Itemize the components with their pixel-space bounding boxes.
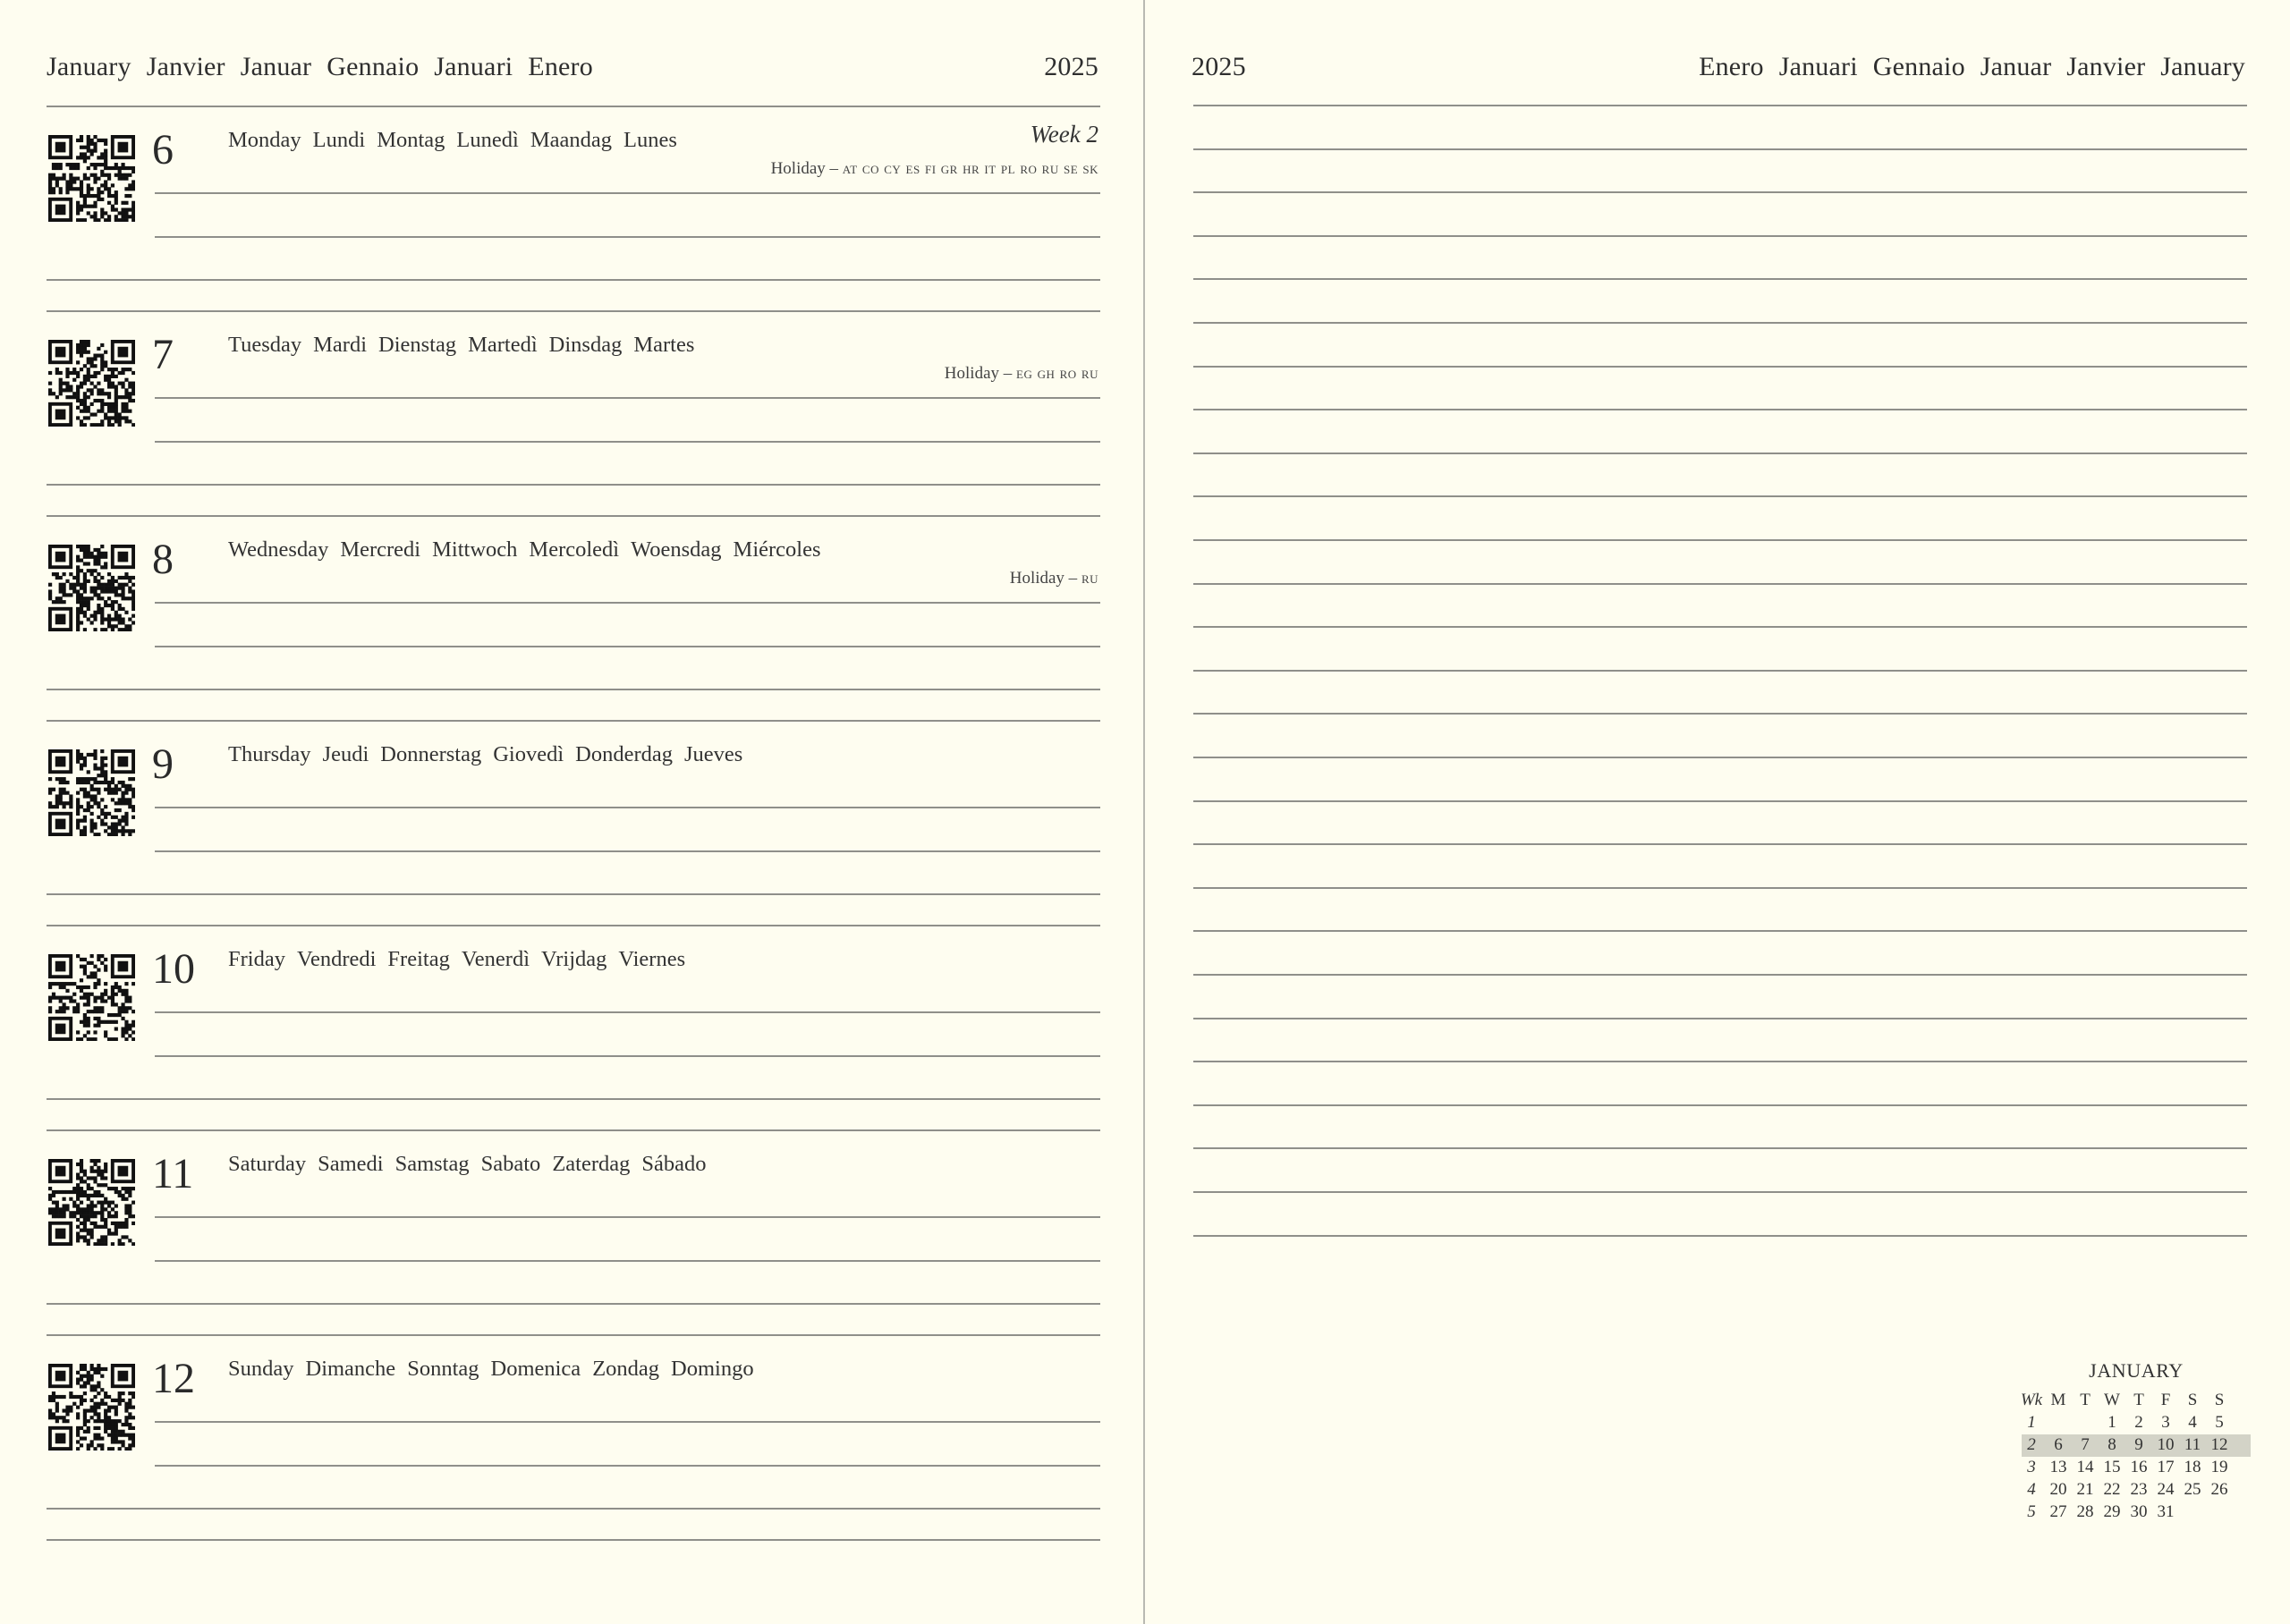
weekday-name: Zaterdag (552, 1152, 631, 1176)
weekday-name: Mardi (313, 333, 368, 357)
ruled-line (1193, 800, 2247, 802)
mini-day: 19 (2210, 1458, 2228, 1476)
mini-day: M (2050, 1391, 2066, 1409)
left-year: 2025 (1044, 52, 1098, 81)
qr-code[interactable] (48, 749, 135, 836)
mini-day: 9 (2134, 1435, 2143, 1454)
ruled-line (1193, 235, 2247, 237)
day-number: 11 (152, 1150, 194, 1197)
mini-day: 27 (2049, 1502, 2067, 1521)
mini-week-number: Wk (2020, 1391, 2043, 1409)
weekday-name: Lunedì (456, 128, 519, 152)
mini-week-number: 1 (2027, 1413, 2036, 1432)
weekday-name: Giovedì (493, 742, 564, 766)
ruled-line (1193, 1235, 2247, 1237)
month-name: Januari (1778, 52, 1858, 81)
ruled-line (1193, 1061, 2247, 1062)
ruled-line (1193, 105, 2247, 106)
day-entry (0, 515, 1143, 720)
weekday-name: Dimanche (305, 1357, 396, 1381)
weekday-name: Domingo (671, 1357, 754, 1381)
mini-day: 17 (2157, 1458, 2175, 1476)
weekday-name: Jeudi (322, 742, 369, 766)
ruled-line (1193, 539, 2247, 541)
mini-day: 30 (2130, 1502, 2148, 1521)
ruled-line (1193, 1147, 2247, 1149)
weekday-name: Domenica (490, 1357, 581, 1381)
mini-day: 18 (2184, 1458, 2201, 1476)
month-name: Januar (240, 52, 312, 81)
holiday-label: Holiday – (770, 159, 843, 178)
ruled-line (1193, 1104, 2247, 1106)
month-name: Januar (1980, 52, 2052, 81)
mini-day: S (2187, 1391, 2198, 1409)
ruled-line (1193, 974, 2247, 976)
mini-day: 12 (2210, 1435, 2228, 1454)
mini-day: 13 (2049, 1458, 2067, 1476)
ruled-line (1193, 713, 2247, 715)
mini-day: 14 (2076, 1458, 2094, 1476)
mini-week-number: 4 (2027, 1480, 2036, 1499)
holiday-label: Holiday – (944, 364, 1017, 383)
ruled-line (1193, 409, 2247, 410)
mini-calendar-week-row (2022, 1457, 2251, 1479)
ruled-line (1193, 626, 2247, 628)
day-number: 7 (152, 331, 174, 378)
weekday-names (228, 947, 697, 972)
ruled-line (1193, 1018, 2247, 1019)
mini-day: F (2160, 1391, 2171, 1409)
mini-day: 3 (2161, 1413, 2170, 1432)
day-entry (0, 1334, 1143, 1539)
weekday-name: Mercredi (340, 537, 421, 562)
holiday-note (945, 364, 1098, 384)
day-number: 8 (152, 536, 174, 583)
weekday-name: Sábado (641, 1152, 707, 1176)
weekday-name: Sabato (480, 1152, 541, 1176)
weekday-names (228, 537, 833, 562)
weekday-names (228, 1152, 718, 1177)
mini-calendar-grid (2022, 1390, 2251, 1524)
day-entry (0, 925, 1143, 1129)
holiday-note (1010, 569, 1098, 588)
ruled-line (1193, 148, 2247, 150)
month-name: Gennaio (327, 52, 420, 81)
mini-calendar-title: JANUARY (2089, 1359, 2184, 1382)
mini-day: W (2104, 1391, 2120, 1409)
qr-code[interactable] (48, 954, 135, 1041)
ruled-line (1193, 930, 2247, 932)
ruled-line (1193, 495, 2247, 497)
ruled-line (1193, 191, 2247, 193)
weekday-name: Thursday (228, 742, 311, 766)
mini-day: S (2214, 1391, 2225, 1409)
weekday-name: Martedì (468, 333, 538, 357)
weekday-name: Samstag (394, 1152, 470, 1176)
mini-day: 16 (2130, 1458, 2148, 1476)
weekday-name: Vrijdag (541, 947, 607, 971)
mini-day: 29 (2103, 1502, 2121, 1521)
mini-day: 20 (2049, 1480, 2067, 1499)
left-month-header (47, 52, 593, 82)
weekday-name: Martes (633, 333, 695, 357)
weekday-names (228, 742, 754, 767)
holiday-country-codes: at co cy es fi gr hr it pl ro ru se sk (842, 159, 1098, 178)
ruled-line (1193, 366, 2247, 368)
weekday-name: Mercoledì (529, 537, 620, 562)
mini-day: 6 (2054, 1435, 2063, 1454)
mini-calendar-header-row (2022, 1390, 2251, 1412)
mini-day: 11 (2184, 1435, 2201, 1454)
qr-code[interactable] (48, 135, 135, 222)
month-name: Janvier (146, 52, 225, 81)
weekday-name: Lunes (623, 128, 677, 152)
qr-code[interactable] (48, 545, 135, 631)
weekday-name: Wednesday (228, 537, 329, 562)
page-gutter (1143, 0, 1145, 1624)
mini-day: 28 (2076, 1502, 2094, 1521)
mini-day: 1 (2108, 1413, 2116, 1432)
weekday-name: Woensdag (631, 537, 722, 562)
ruled-line (47, 1539, 1100, 1541)
mini-day: 2 (2134, 1413, 2143, 1432)
ruled-line (1193, 757, 2247, 758)
right-year: 2025 (1192, 52, 1246, 81)
weekday-name: Monday (228, 128, 301, 152)
weekday-name: Jueves (684, 742, 743, 766)
day-entry (0, 310, 1143, 515)
month-name: Enero (1699, 52, 1764, 81)
qr-code[interactable] (48, 340, 135, 427)
weekday-name: Tuesday (228, 333, 302, 357)
qr-code[interactable] (48, 1159, 135, 1246)
month-name: Enero (528, 52, 593, 81)
qr-code[interactable] (48, 1364, 135, 1451)
weekday-name: Montag (377, 128, 445, 152)
mini-calendar-week-row (2022, 1479, 2251, 1501)
mini-day: 10 (2157, 1435, 2175, 1454)
mini-day: 15 (2103, 1458, 2121, 1476)
mini-day: 26 (2210, 1480, 2228, 1499)
mini-calendar-week-row (2022, 1412, 2251, 1434)
weekday-name: Sonntag (407, 1357, 479, 1381)
left-page (0, 0, 1143, 1624)
mini-day: 7 (2081, 1435, 2090, 1454)
mini-week-number: 3 (2027, 1458, 2036, 1476)
ruled-line (1193, 583, 2247, 585)
mini-day: 4 (2188, 1413, 2197, 1432)
day-number: 12 (152, 1355, 195, 1402)
weekday-name: Freitag (387, 947, 450, 971)
weekday-name: Zondag (592, 1357, 660, 1381)
day-entry (0, 720, 1143, 925)
mini-day: 24 (2157, 1480, 2175, 1499)
weekday-names (228, 333, 706, 358)
ruled-line (1193, 843, 2247, 845)
weekday-name: Donnerstag (380, 742, 482, 766)
mini-day: 21 (2076, 1480, 2094, 1499)
month-name: January (47, 52, 131, 81)
ruled-line (1193, 670, 2247, 672)
mini-day: 22 (2103, 1480, 2121, 1499)
mini-day: 31 (2157, 1502, 2175, 1521)
weekday-name: Dinsdag (548, 333, 623, 357)
weekday-name: Sunday (228, 1357, 294, 1381)
week-label: Week 2 (1030, 121, 1098, 148)
weekday-name: Lundi (312, 128, 366, 152)
ruled-line (1193, 278, 2247, 280)
month-name: Janvier (2066, 52, 2146, 81)
mini-calendar (2022, 1359, 2251, 1524)
weekday-name: Viernes (618, 947, 686, 971)
day-entry (0, 106, 1143, 310)
month-name: Januari (434, 52, 513, 81)
weekday-name: Dienstag (378, 333, 457, 357)
month-name: Gennaio (1872, 52, 1965, 81)
weekday-name: Mittwoch (432, 537, 518, 562)
mini-day: 25 (2184, 1480, 2201, 1499)
mini-calendar-week-row (2022, 1434, 2251, 1457)
mini-day: T (2080, 1391, 2091, 1409)
weekday-name: Samedi (318, 1152, 384, 1176)
weekday-name: Vendredi (296, 947, 377, 971)
ruled-line (1193, 1191, 2247, 1193)
holiday-label: Holiday – (1009, 569, 1081, 588)
weekday-name: Donderdag (575, 742, 674, 766)
mini-day: 23 (2130, 1480, 2148, 1499)
weekday-name: Miércoles (733, 537, 821, 562)
ruled-line (1193, 322, 2247, 324)
right-month-header (1699, 52, 2245, 82)
day-number: 6 (152, 126, 174, 173)
weekday-name: Friday (228, 947, 285, 971)
mini-day: 5 (2215, 1413, 2224, 1432)
ruled-line (1193, 887, 2247, 889)
mini-day: 8 (2108, 1435, 2116, 1454)
holiday-country-codes: ru (1081, 569, 1098, 588)
day-number: 9 (152, 740, 174, 788)
weekday-name: Saturday (228, 1152, 307, 1176)
mini-week-number: 5 (2027, 1502, 2036, 1521)
weekday-names (228, 1357, 766, 1382)
ruled-line (1193, 453, 2247, 454)
holiday-country-codes: eg gh ro ru (1016, 364, 1098, 383)
weekday-names (228, 128, 689, 153)
holiday-note (771, 159, 1098, 179)
day-number: 10 (152, 945, 195, 993)
mini-calendar-week-row (2022, 1501, 2251, 1524)
month-name: January (2160, 52, 2245, 81)
mini-day: T (2133, 1391, 2144, 1409)
mini-week-number: 2 (2027, 1435, 2036, 1454)
day-entry (0, 1129, 1143, 1334)
weekday-name: Maandag (530, 128, 612, 152)
weekday-name: Venerdì (461, 947, 530, 971)
